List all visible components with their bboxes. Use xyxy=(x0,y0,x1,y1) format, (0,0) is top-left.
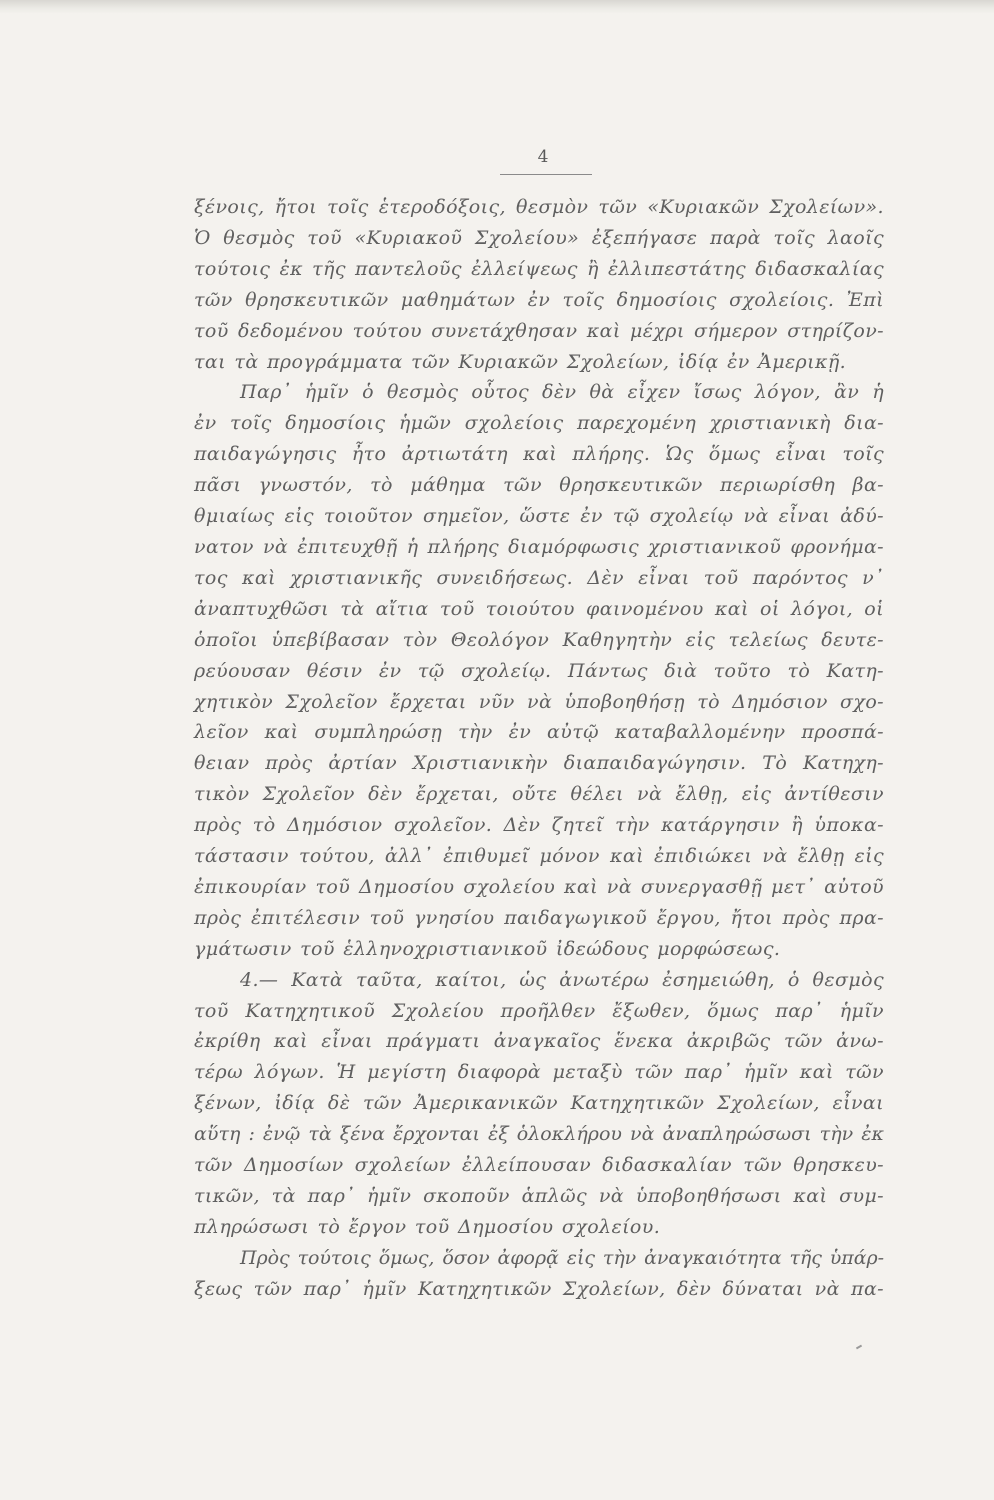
text-line: τος καὶ χριστιανικῆς συνειδήσεως. Δὲν εἶναι τοῦ παρόντος ν᾿ xyxy=(194,566,884,589)
text-line: χητικὸν Σχολεῖον ἔρχεται νῦν νὰ ὑποβοηθήσῃ τὸ Δημόσιον σχο- xyxy=(194,690,884,713)
text-line: ξένοις, ἤτοι τοῖς ἑτεροδόξοις, θεσμὸν τῶν «Κυριακῶν Σχολείων». xyxy=(194,196,884,218)
text-line: πληρώσωσι τὸ ἔργον τοῦ Δημοσίου σχολείου. xyxy=(194,1215,661,1238)
text-line: πρὸς τὸ Δημόσιον σχολεῖον. Δὲν ζητεῖ τὴν κατάργησιν ἢ ὑποκα- xyxy=(194,814,884,837)
text-line: τούτοις ἐκ τῆς παντελοῦς ἐλλείψεως ἢ ἐλλιπεστάτης διδασκαλίας xyxy=(194,257,884,280)
text-line: τικὸν Σχολεῖον δὲν ἔρχεται, οὔτε θέλει νὰ ἔλθῃ, εἰς ἀντίθεσιν xyxy=(194,783,884,806)
header-rule xyxy=(500,174,592,175)
text-line: νατον νὰ ἐπιτευχθῇ ἡ πλήρης διαμόρφωσις χριστιανικοῦ φρονήμα- xyxy=(194,535,884,558)
text-line: Πρὸς τούτοις ὅμως, ὅσον ἀφορᾷ εἰς τὴν ἀναγκαιότητα τῆς ὑπάρ- xyxy=(240,1246,884,1269)
paragraph-1 xyxy=(194,192,884,377)
text-line: ἐπικουρίαν τοῦ Δημοσίου σχολείου καὶ νὰ συνεργασθῇ μετ᾿ αὐτοῦ xyxy=(194,875,884,898)
paragraph-2 xyxy=(194,377,884,964)
text-line: ἐν τοῖς δημοσίοις ἡμῶν σχολείοις παρεχομένη χριστιανικὴ δια- xyxy=(194,412,884,435)
text-line: θειαν πρὸς ἀρτίαν Χριστιανικὴν διαπαιδαγώγησιν. Τὸ Κατηχη- xyxy=(194,752,884,775)
text-line: ἀναπτυχθῶσι τὰ αἴτια τοῦ τοιούτου φαινομένου καὶ οἱ λόγοι, οἱ xyxy=(194,597,884,620)
text-line: τοῦ δεδομένου τούτου συνετάχθησαν καὶ μέχρι σήμερον στηρίζον- xyxy=(194,319,884,342)
ink-speck xyxy=(856,1345,862,1350)
text-line: ὁποῖοι ὑπεβίβασαν τὸν Θεολόγον Καθηγητὴν εἰς τελείως δευτε- xyxy=(194,628,884,651)
text-line: Ὁ θεσμὸς τοῦ «Κυριακοῦ Σχολείου» ἐξεπήγασε παρὰ τοῖς λαοῖς xyxy=(194,226,884,249)
text-line: ται τὰ προγράμματα τῶν Κυριακῶν Σχολείων, ἰδίᾳ ἐν Ἀμερικῇ. xyxy=(194,350,847,373)
text-line: 4.— Κατὰ ταῦτα, καίτοι, ὡς ἀνωτέρω ἐσημειώθη, ὁ θεσμὸς xyxy=(240,968,884,991)
page-number: 4 xyxy=(537,147,549,167)
text-line: Παρ᾿ ἡμῖν ὁ θεσμὸς οὗτος δὲν θὰ εἶχεν ἴσως λόγον, ἂν ἡ xyxy=(240,381,884,404)
text-line: θμιαίως εἰς τοιοῦτον σημεῖον, ὥστε ἐν τῷ σχολείῳ νὰ εἶναι ἀδύ- xyxy=(194,505,884,528)
text-line: τοῦ Κατηχητικοῦ Σχολείου προῆλθεν ἔξωθεν, ὅμως παρ᾿ ἡμῖν xyxy=(194,999,884,1022)
text-line: τῶν θρησκευτικῶν μαθημάτων ἐν τοῖς δημοσίοις σχολείοις. Ἐπὶ xyxy=(194,288,884,311)
page-top-edge xyxy=(0,0,994,14)
text-line: πρὸς ἐπιτέλεσιν τοῦ γνησίου παιδαγωγικοῦ ἔργου, ἤτοι πρὸς πρα- xyxy=(194,906,884,929)
text-line: πᾶσι γνωστόν, τὸ μάθημα τῶν θρησκευτικῶν περιωρίσθη βα- xyxy=(194,474,884,497)
text-line: τάστασιν τούτου, ἀλλ᾿ ἐπιθυμεῖ μόνον καὶ ἐπιδιώκει νὰ ἔλθῃ εἰς xyxy=(194,845,884,868)
text-line: τικῶν, τὰ παρ᾿ ἡμῖν σκοποῦν ἁπλῶς νὰ ὑποβοηθήσωσι καὶ συμ- xyxy=(194,1185,884,1207)
text-line: αὕτη : ἐνῷ τὰ ξένα ἔρχονται ἐξ ὁλοκλήρου νὰ ἀναπληρώσωσι τὴν ἐκ xyxy=(194,1123,884,1146)
text-line: λεῖον καὶ συμπληρώσῃ τὴν ἐν αὐτῷ καταβαλλομένην προσπά- xyxy=(194,721,884,744)
text-line: παιδαγώγησις ἦτο ἀρτιωτάτη καὶ πλήρης. Ὡς ὅμως εἶναι τοῖς xyxy=(194,443,884,466)
text-line: ξένων, ἰδίᾳ δὲ τῶν Ἀμερικανικῶν Κατηχητικῶν Σχολείων, εἶναι xyxy=(194,1092,884,1115)
body-text xyxy=(194,192,884,1305)
text-line: ἐκρίθη καὶ εἶναι πράγματι ἀναγκαῖος ἕνεκα ἀκριβῶς τῶν ἀνω- xyxy=(194,1030,884,1053)
paragraph-3 xyxy=(194,965,884,1243)
text-line: τῶν Δημοσίων σχολείων ἐλλείπουσαν διδασκαλίαν τῶν θρησκευ- xyxy=(194,1154,884,1177)
paragraph-4 xyxy=(194,1243,884,1305)
text-line: τέρω λόγων. Ἡ μεγίστη διαφορὰ μεταξὺ τῶν παρ᾿ ἡμῖν καὶ τῶν xyxy=(194,1061,884,1084)
text-line: ξεως τῶν παρ᾿ ἡμῖν Κατηχητικῶν Σχολείων, δὲν δύναται νὰ πα- xyxy=(194,1277,884,1300)
text-line: γμάτωσιν τοῦ ἑλληνοχριστιανικοῦ ἰδεώδους μορφώσεως. xyxy=(194,937,781,960)
text-line: ρεύουσαν θέσιν ἐν τῷ σχολείῳ. Πάντως διὰ τοῦτο τὸ Κατη- xyxy=(194,659,884,682)
